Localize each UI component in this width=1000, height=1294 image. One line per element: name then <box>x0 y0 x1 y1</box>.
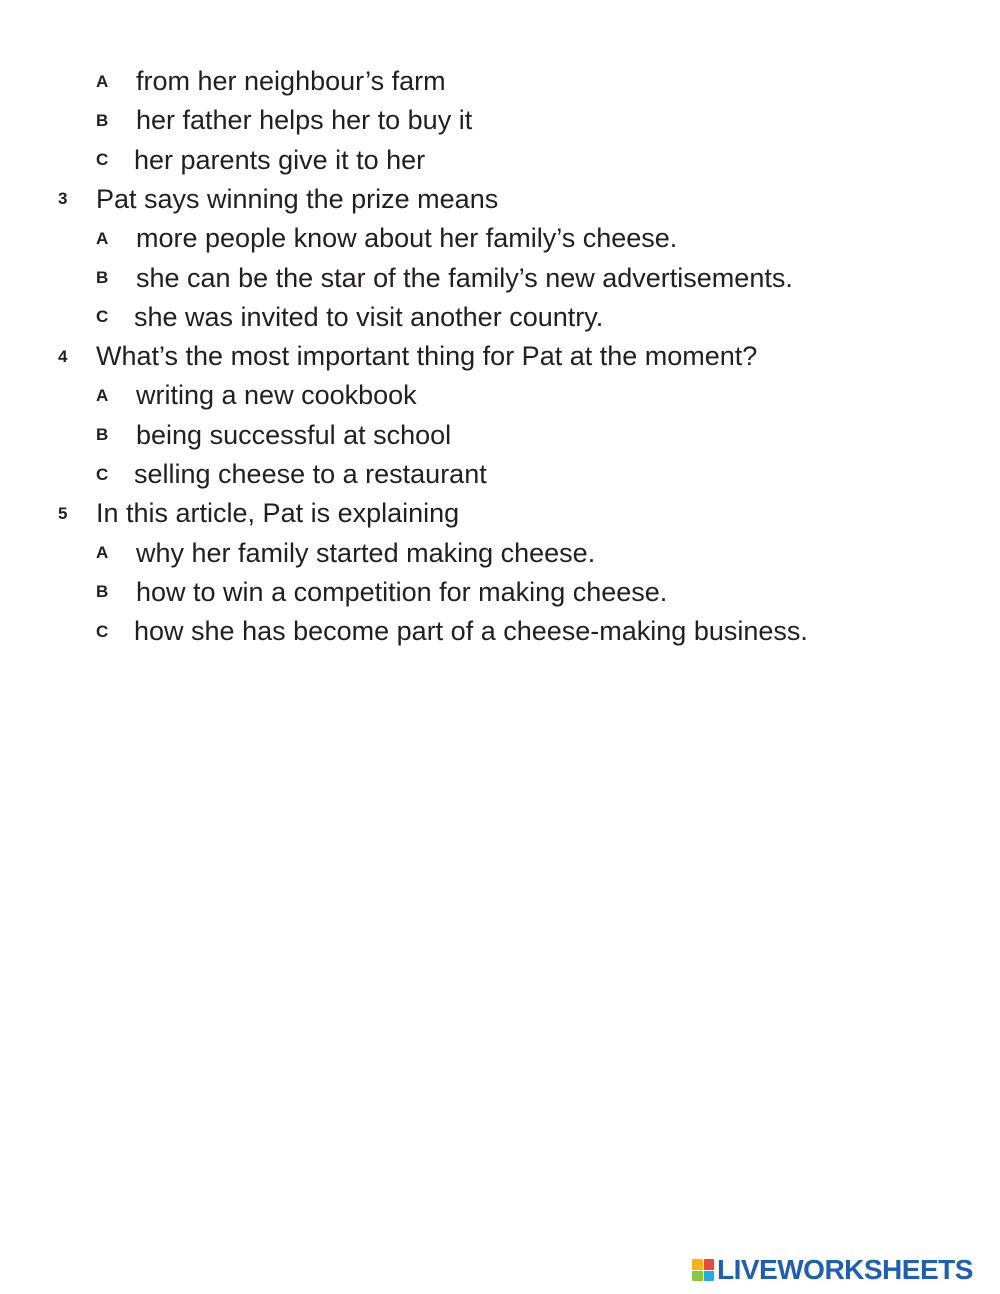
option-text: how she has become part of a cheese-making business. <box>134 616 808 647</box>
logo-text: LIVEWORKSHEETS <box>717 1254 973 1285</box>
option-text: how to win a competition for making cheese. <box>136 576 668 607</box>
answer-option[interactable] <box>0 101 1000 140</box>
question-text: In this article, Pat is explaining <box>96 498 460 529</box>
liveworksheets-logo <box>692 1255 973 1285</box>
question-number: 5 <box>58 503 68 523</box>
option-text: from her neighbour’s farm <box>136 66 446 96</box>
option-text: her parents give it to her <box>134 144 426 175</box>
answer-option[interactable] <box>0 376 1000 415</box>
option-text: her father helps her to buy it <box>136 105 473 136</box>
option-text: selling cheese to a restaurant <box>134 459 487 489</box>
question-item <box>0 494 1000 533</box>
answer-option[interactable] <box>0 612 1000 651</box>
question-number: 4 <box>58 346 68 366</box>
option-letter: A <box>96 385 109 405</box>
question-item <box>0 180 1000 219</box>
option-letter: A <box>96 71 109 91</box>
question-number: 3 <box>58 189 68 209</box>
option-text: she was invited to visit another country. <box>134 301 604 332</box>
option-letter: A <box>96 228 109 248</box>
option-text: why her family started making cheese. <box>136 537 596 568</box>
option-text: being successful at school <box>136 419 452 450</box>
option-letter: B <box>96 425 109 445</box>
option-text: more people know about her family’s cheese. <box>136 223 678 254</box>
answer-option[interactable] <box>0 62 1000 101</box>
answer-option[interactable] <box>0 455 1000 494</box>
answer-option[interactable] <box>0 259 1000 298</box>
option-letter: A <box>96 543 109 563</box>
question-text: What’s the most important thing for Pat at the moment? <box>96 341 758 372</box>
option-letter: B <box>96 110 109 130</box>
answer-option[interactable] <box>0 298 1000 337</box>
answer-option[interactable] <box>0 534 1000 573</box>
option-letter: C <box>96 464 109 484</box>
question-item <box>0 337 1000 376</box>
option-letter: B <box>96 268 109 287</box>
option-text: writing a new cookbook <box>136 380 417 411</box>
option-text: she can be the star of the family’s new advertisements. <box>136 262 793 293</box>
answer-option[interactable] <box>0 573 1000 612</box>
question-text: Pat says winning the prize means <box>96 183 499 214</box>
answer-option[interactable] <box>0 141 1000 180</box>
option-letter: C <box>96 621 109 641</box>
answer-option[interactable] <box>0 416 1000 455</box>
option-letter: C <box>96 307 109 327</box>
option-letter: C <box>96 150 109 170</box>
answer-option[interactable] <box>0 219 1000 258</box>
option-letter: B <box>96 582 109 602</box>
liveworksheets-logo-mark-icon <box>692 1259 714 1281</box>
